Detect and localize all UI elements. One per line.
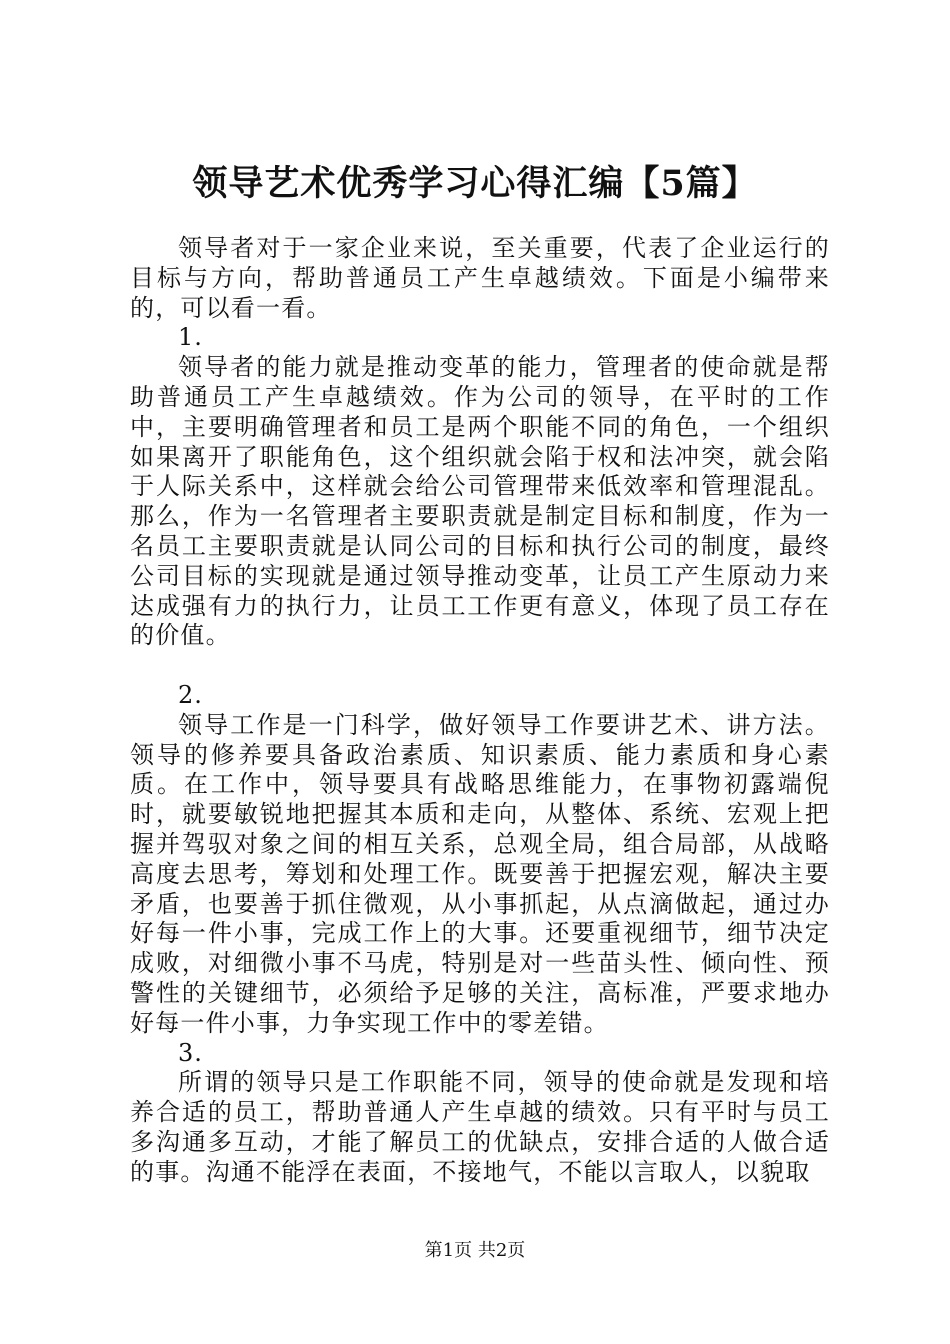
section-paragraph: 领导工作是一门科学，做好领导工作要讲艺术、讲方法。领导的修养要具备政治素质、知识素质、能力素质和身心素质。在工作中，领导要具有战略思维能力，在事物初露端倪时，就要敏锐地把握其本质和走向，从整体、系统、宏观上把握并驾驭对象之间的相互关系，总观全局，组合局部，从战略高度去思考，筹划和处理工作。既要善于把握宏观，解决主要矛盾，也要善于抓住微观，从小事抓起，从点滴做起，通过办好每一件小事，完成工作上的大事。还要重视细节，细节决定成败，对细微小事不马虎，特别是对一些苗头性、倾向性、预警性的关键细节，必须给予足够的关注，高标准，严要求地办好每一件小事，力争实现工作中的零差错。 [130, 710, 830, 1037]
section-number: 2. [178, 680, 203, 709]
blank-line [130, 651, 830, 681]
document-title: 领导艺术优秀学习心得汇编【5篇】 [192, 163, 758, 204]
page-footer: 第1页 共2页 [424, 1240, 526, 1261]
section-paragraph: 所谓的领导只是工作职能不同，领导的使命就是发现和培养合适的员工，帮助普通人产生卓越的绩效。只有平时与员工多沟通多互动，才能了解员工的优缺点，安排合适的人做合适的事。沟通不能浮在表面，不接地气，不能以言取人，以貌取 [130, 1068, 830, 1186]
intro-paragraph: 领导者对于一家企业来说，至关重要，代表了企业运行的目标与方向，帮助普通员工产生卓越绩效。下面是小编带来的，可以看一看。 [130, 234, 830, 322]
section-number: 3. [178, 1038, 203, 1067]
document-body [130, 234, 830, 1188]
section-paragraph: 领导者的能力就是推动变革的能力，管理者的使命就是帮助普通员工产生卓越绩效。作为公司的领导，在平时的工作中，主要明确管理者和员工是两个职能不同的角色，一个组织如果离开了职能角色，这个组织就会陷于权和法冲突，就会陷于人际关系中，这样就会给公司管理带来低效率和管理混乱。那么，作为一名管理者主要职责就是制定目标和制度，作为一名员工主要职责就是认同公司的目标和执行公司的制度，最终公司目标的实现就是通过领导推动变革，让员工产生原动力来达成强有力的执行力，让员工工作更有意义，体现了员工存在的价值。 [130, 353, 830, 650]
section-number: 1. [178, 323, 203, 352]
